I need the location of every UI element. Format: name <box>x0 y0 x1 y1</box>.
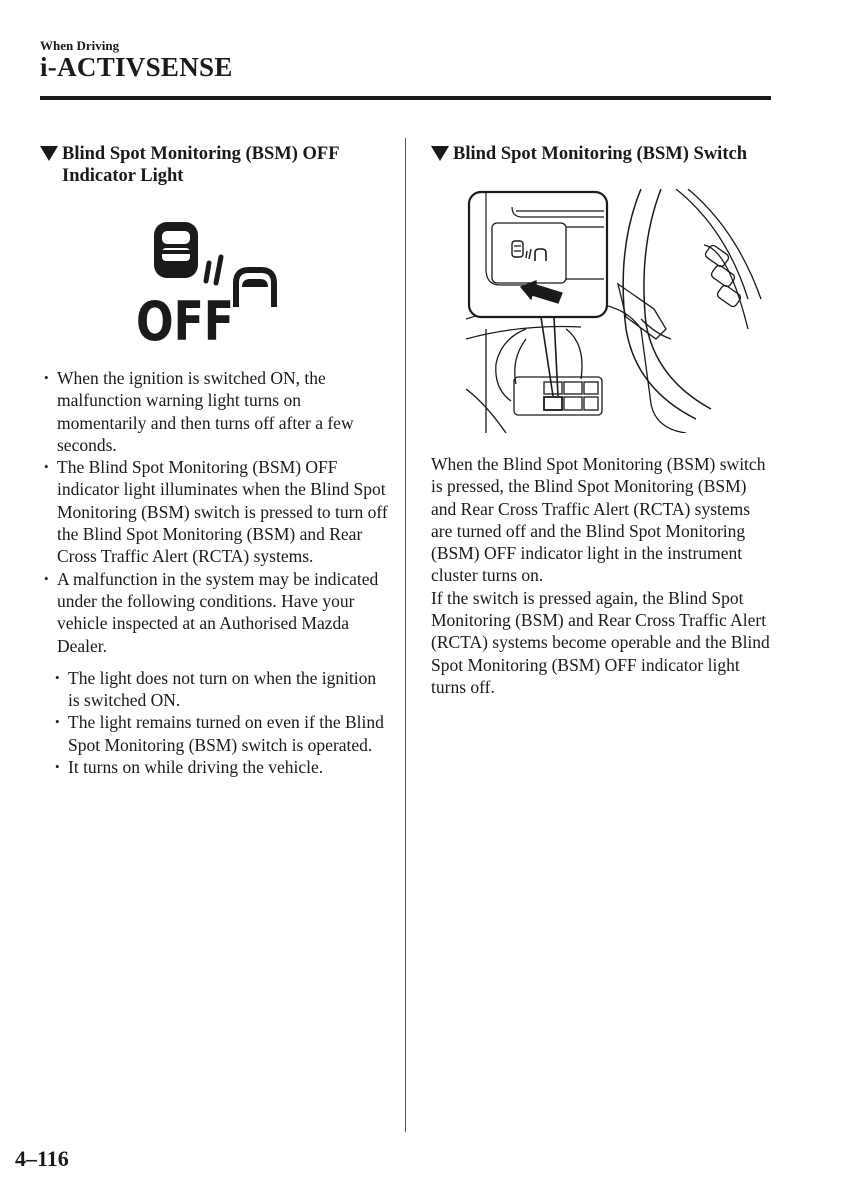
page-title: i-ACTIVSENSE <box>40 52 233 82</box>
list-item: • The light does not turn on when the ignition is switched ON. <box>51 667 390 712</box>
list-item: • It turns on while driving the vehicle. <box>51 756 390 778</box>
left-column <box>40 143 390 778</box>
column-divider <box>405 138 406 1132</box>
list-item: • The light remains turned on even if the Blind Spot Monitoring (BSM) switch is operated. <box>51 711 390 756</box>
left-heading-text: Blind Spot Monitoring (BSM) OFF Indicator Light <box>62 144 339 186</box>
bsm-switch-illustration <box>466 189 768 433</box>
left-sub-bullet-list <box>51 667 390 778</box>
bsm-off-indicator <box>136 217 286 347</box>
left-heading <box>40 143 390 187</box>
section-label: When Driving <box>40 38 120 53</box>
right-heading-text: Blind Spot Monitoring (BSM) Switch <box>453 144 747 164</box>
title-rule <box>40 96 771 100</box>
page-number: 4–116 <box>15 1146 69 1171</box>
right-column <box>431 143 771 698</box>
left-bullet-list <box>40 367 390 657</box>
right-paragraph-2: If the switch is pressed again, the Blind Spot Monitoring (BSM) and Rear Cross Traffic Alert (RCTA) systems become operable and the Blind Spot Monitoring (BSM) OFF indicator light turns off. <box>431 587 770 697</box>
dashboard-switch-illustration <box>466 189 768 433</box>
triangle-marker-icon <box>431 146 449 161</box>
list-item: • The Blind Spot Monitoring (BSM) OFF indicator light illuminates when the Blind Spot Monitoring (BSM) switch is pressed to turn off the Blind Spot Monitoring (BSM) and Rear Cross Traffic Alert (RCTA) systems. <box>40 456 390 567</box>
right-paragraph-1: When the Blind Spot Monitoring (BSM) switch is pressed, the Blind Spot Monitoring (BSM) and Rear Cross Traffic Alert (RCTA) systems are turned off and the Blind Spot Monitoring (BSM) OFF indicator light in the instrument cluster turns on. <box>431 454 766 586</box>
list-item: • When the ignition is switched ON, the malfunction warning light turns on momentarily and then turns off after a few seconds. <box>40 367 390 456</box>
right-heading <box>431 143 771 165</box>
list-item: • A malfunction in the system may be indicated under the following conditions. Have your vehicle inspected at an Authorised Mazda Dealer. <box>40 568 390 657</box>
indicator-off-text: OFF <box>136 290 234 347</box>
triangle-marker-icon <box>40 146 58 161</box>
bsm-off-indicator-icon <box>136 217 286 347</box>
